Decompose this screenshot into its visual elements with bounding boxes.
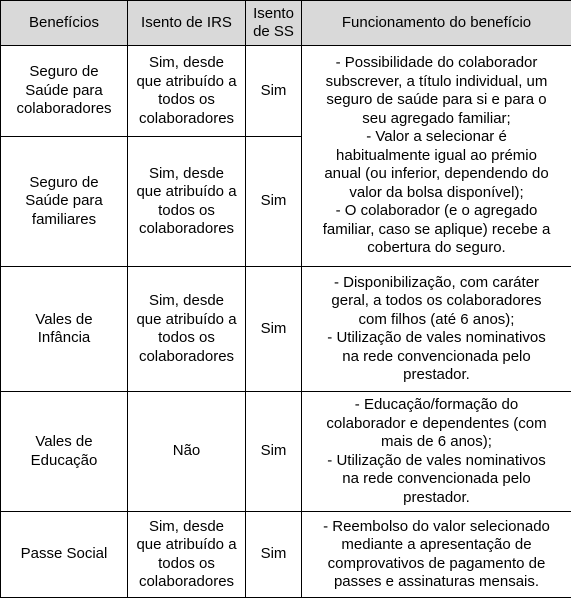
table-row <box>1 46 571 137</box>
table-header-row <box>1 1 571 46</box>
cell-isento-irs: Sim, desde que atribuído a todos os colaboradores <box>128 512 246 598</box>
cell-beneficio: Vales de Infância <box>1 267 128 392</box>
cell-isento-ss: Sim <box>246 267 302 392</box>
cell-isento-irs: Não <box>128 392 246 512</box>
cell-funcionamento-seguro: - Possibilidade do colaborador subscrever, a título individual, um seguro de saúde para si e para o seu agregado familiar; - Valor a selecionar é habitualmente igual ao prémio anual (ou inferior, dependendo do valor da bolsa disponível); - O colaborador (e o agregado familiar, caso se aplique) recebe a cobertura do seguro. <box>302 46 571 267</box>
cell-isento-ss: Sim <box>246 512 302 598</box>
table-row <box>1 267 571 392</box>
cell-isento-irs: Sim, desde que atribuído a todos os colaboradores <box>128 267 246 392</box>
cell-isento-irs: Sim, desde que atribuído a todos os colaboradores <box>128 46 246 137</box>
header-isento-irs: Isento de IRS <box>128 1 246 46</box>
cell-isento-ss: Sim <box>246 137 302 267</box>
table-row <box>1 512 571 598</box>
header-isento-ss: Isento de SS <box>246 1 302 46</box>
cell-isento-irs: Sim, desde que atribuído a todos os colaboradores <box>128 137 246 267</box>
cell-beneficio: Vales de Educação <box>1 392 128 512</box>
header-beneficios: Benefícios <box>1 1 128 46</box>
cell-funcionamento: - Disponibilização, com caráter geral, a todos os colaboradores com filhos (até 6 anos); - Utilização de vales nominativos na rede convencionada pelo prestador. <box>302 267 571 392</box>
cell-isento-ss: Sim <box>246 46 302 137</box>
cell-beneficio: Seguro de Saúde para familiares <box>1 137 128 267</box>
table-row <box>1 392 571 512</box>
header-funcionamento: Funcionamento do benefício <box>302 1 571 46</box>
cell-funcionamento: - Reembolso do valor selecionado mediante a apresentação de comprovativos de pagamento de passes e assinaturas mensais. <box>302 512 571 598</box>
cell-beneficio: Passe Social <box>1 512 128 598</box>
cell-isento-ss: Sim <box>246 392 302 512</box>
cell-funcionamento: - Educação/formação do colaborador e dependentes (com mais de 6 anos); - Utilização de vales nominativos na rede convencionada pelo prestador. <box>302 392 571 512</box>
cell-beneficio: Seguro de Saúde para colaboradores <box>1 46 128 137</box>
